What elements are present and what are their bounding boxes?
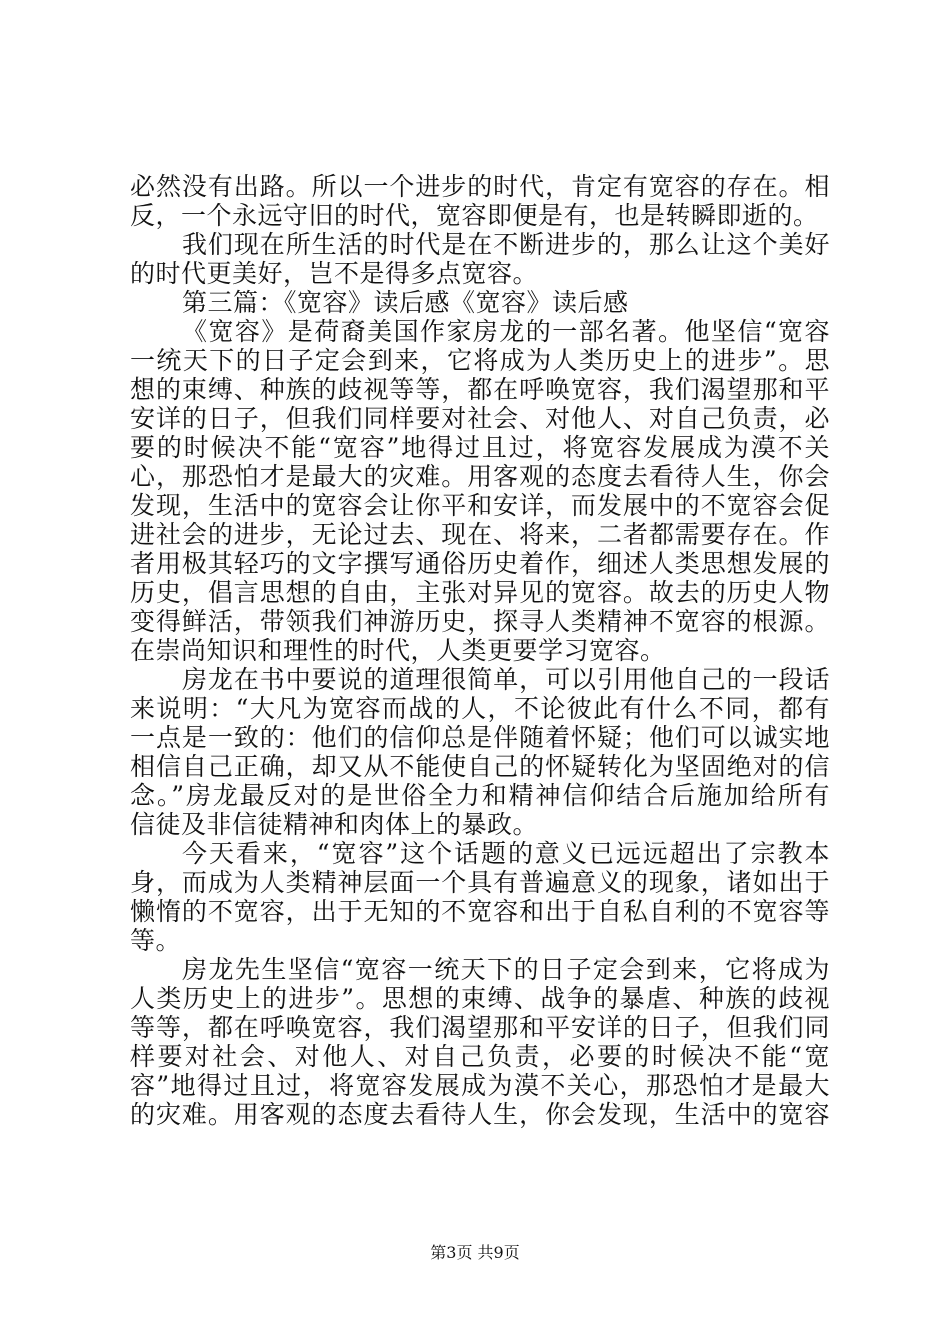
text-line: 来说明：“大凡为宽容而战的人，不论彼此有什么不同，都有 [130, 694, 830, 723]
text-line: 样要对社会、对他人、对自己负责，必要的时候决不能“宽 [130, 1042, 830, 1071]
text-line: 信徒及非信徒精神和肉体上的暴政。 [130, 810, 539, 839]
text-line: 人类历史上的进步”。思想的束缚、战争的暴虐、种族的歧视 [130, 984, 830, 1013]
text-line: 在崇尚知识和理性的时代，人类更要学习宽容。 [130, 636, 666, 665]
text-line: 安详的日子，但我们同样要对社会、对他人、对自己负责，必 [130, 404, 830, 433]
text-line: 的时代更美好，岂不是得多点宽容。 [130, 259, 539, 288]
text-line: 第三篇：《宽容》读后感《宽容》读后感 [182, 288, 629, 317]
text-line: 心，那恐怕才是最大的灾难。用客观的态度去看待人生，你会 [130, 462, 830, 491]
text-line: 相信自己正确，却又从不能使自己的怀疑转化为坚固绝对的信 [130, 752, 830, 781]
text-line: 容”地得过且过，将宽容发展成为漠不关心，那恐怕才是最大 [130, 1071, 830, 1100]
text-line: 要的时候决不能“宽容”地得过且过，将宽容发展成为漠不关 [130, 433, 830, 462]
text-line: 等。 [130, 926, 182, 955]
text-line: 今天看来，“宽容”这个话题的意义已远远超出了宗教本 [182, 839, 830, 868]
text-line: 必然没有出路。所以一个进步的时代，肯定有宽容的存在。相 [130, 172, 830, 201]
text-line: 进社会的进步，无论过去、现在、将来，二者都需要存在。作 [130, 520, 830, 549]
text-line: 反，一个永远守旧的时代，宽容即便是有，也是转瞬即逝的。 [130, 201, 819, 230]
text-line: 想的束缚、种族的歧视等等，都在呼唤宽容，我们渴望那和平 [130, 375, 830, 404]
text-line: 的灾难。用客观的态度去看待人生，你会发现，生活中的宽容 [130, 1100, 830, 1129]
text-line: 《宽容》是荷裔美国作家房龙的一部名著。他坚信“宽容 [182, 317, 830, 346]
text-line: 者用极其轻巧的文字撰写通俗历史着作，细述人类思想发展的 [130, 549, 830, 578]
text-line: 发现，生活中的宽容会让你平和安详，而发展中的不宽容会促 [130, 491, 830, 520]
text-line: 我们现在所生活的时代是在不断进步的，那么让这个美好 [182, 230, 830, 259]
text-line: 变得鲜活，带领我们神游历史，探寻人类精神不宽容的根源。 [130, 607, 830, 636]
page-number-label: 第3页 共9页 [430, 1243, 520, 1262]
text-line: 懒惰的不宽容，出于无知的不宽容和出于自私自利的不宽容等 [130, 897, 830, 926]
text-line: 一统天下的日子定会到来，它将成为人类历史上的进步”。思 [130, 346, 830, 375]
text-line: 等等，都在呼唤宽容，我们渴望那和平安详的日子，但我们同 [130, 1013, 830, 1042]
text-line: 身，而成为人类精神层面一个具有普遍意义的现象，诸如出于 [130, 868, 830, 897]
text-line: 念。”房龙最反对的是世俗全力和精神信仰结合后施加给所有 [130, 781, 830, 810]
text-line: 一点是一致的：他们的信仰总是伴随着怀疑；他们可以诚实地 [130, 723, 830, 752]
text-line: 房龙在书中要说的道理很简单，可以引用他自己的一段话 [182, 665, 830, 694]
document-body [130, 172, 830, 1129]
text-line: 历史，倡言思想的自由，主张对异见的宽容。故去的历史人物 [130, 578, 830, 607]
page-footer [0, 1243, 950, 1263]
text-line: 房龙先生坚信“宽容一统天下的日子定会到来，它将成为 [182, 955, 830, 984]
